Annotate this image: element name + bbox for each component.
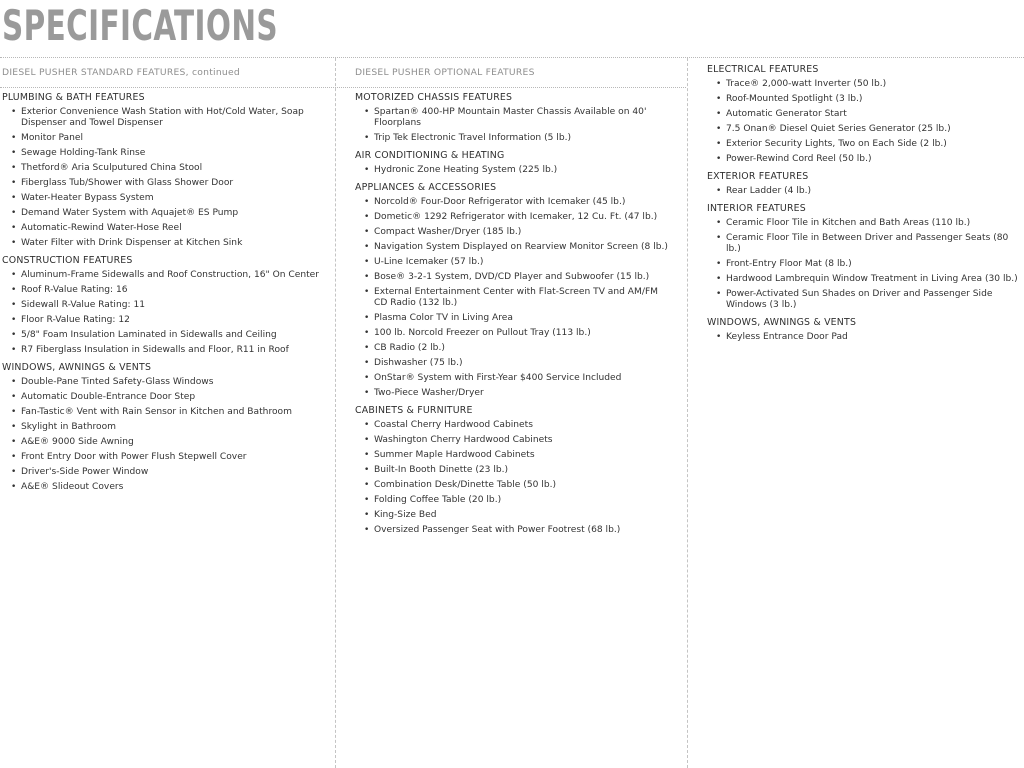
column-divider-1 [335, 58, 336, 768]
feature-list [355, 197, 673, 399]
section-title-motorized-chassis-features: MOTORIZED CHASSIS FEATURES [355, 92, 513, 103]
feature-item: • Norcold® Four-Door Refrigerator with Icemaker (45 lb.) [355, 197, 673, 208]
feature-item: • Sidewall R-Value Rating: 11 [2, 300, 324, 311]
feature-item: • Front Entry Door with Power Flush Stepwell Cover [2, 452, 324, 463]
feature-item: • Power-Rewind Cord Reel (50 lb.) [707, 154, 1019, 165]
feature-item: • Skylight in Bathroom [2, 422, 324, 433]
feature-item: • U-Line Icemaker (57 lb.) [355, 257, 673, 268]
feature-item: • Compact Washer/Dryer (185 lb.) [355, 227, 673, 238]
feature-item: • Navigation System Displayed on Rearview Monitor Screen (8 lb.) [355, 242, 673, 253]
feature-item: • Roof R-Value Rating: 16 [2, 285, 324, 296]
feature-list [707, 218, 1019, 311]
feature-item: • Power-Activated Sun Shades on Driver and Passenger Side Windows (3 lb.) [707, 289, 1019, 311]
section-title-appliances-and-accessories: APPLIANCES & ACCESSORIES [355, 182, 497, 193]
feature-item: • Fan-Tastic® Vent with Rain Sensor in Kitchen and Bathroom [2, 407, 324, 418]
feature-item: • Bose® 3-2-1 System, DVD/CD Player and Subwoofer (15 lb.) [355, 272, 673, 283]
section-title-cabinets-and-furniture: CABINETS & FURNITURE [355, 405, 473, 416]
feature-item: • 5/8" Foam Insulation Laminated in Sidewalls and Ceiling [2, 330, 324, 341]
feature-item: • Hydronic Zone Heating System (225 lb.) [355, 165, 673, 176]
feature-item: • Oversized Passenger Seat with Power Footrest (68 lb.) [355, 525, 673, 536]
feature-item: • Plasma Color TV in Living Area [355, 313, 673, 324]
feature-item: • Exterior Convenience Wash Station with Hot/Cold Water, Soap Dispenser and Towel Dispenser [2, 107, 324, 129]
feature-item: • External Entertainment Center with Flat-Screen TV and AM/FM CD Radio (132 lb.) [355, 287, 673, 309]
feature-item: • Dishwasher (75 lb.) [355, 358, 673, 369]
column-optional-features [355, 64, 673, 540]
feature-list [2, 107, 324, 249]
feature-item: • Monitor Panel [2, 133, 324, 144]
feature-item: • Aluminum-Frame Sidewalls and Roof Construction, 16" On Center [2, 270, 324, 281]
feature-item: • Two-Piece Washer/Dryer [355, 388, 673, 399]
feature-item: • Driver's-Side Power Window [2, 467, 324, 478]
top-divider [0, 57, 1024, 58]
feature-item: • Front-Entry Floor Mat (8 lb.) [707, 259, 1019, 270]
column-header: DIESEL PUSHER STANDARD FEATURES, continued [2, 67, 240, 78]
feature-item: • Floor R-Value Rating: 12 [2, 315, 324, 326]
feature-item: • Folding Coffee Table (20 lb.) [355, 495, 673, 506]
section-title-plumbing-and-bath-features: PLUMBING & BATH FEATURES [2, 92, 145, 103]
section-title-interior-features: INTERIOR FEATURES [707, 203, 806, 214]
column-divider-2 [687, 58, 688, 768]
feature-item: • Demand Water System with Aquajet® ES Pump [2, 208, 324, 219]
column-optional-features-continued [707, 64, 1019, 347]
feature-item: • Summer Maple Hardwood Cabinets [355, 450, 673, 461]
feature-item: • 100 lb. Norcold Freezer on Pullout Tray (113 lb.) [355, 328, 673, 339]
feature-item: • Automatic Generator Start [707, 109, 1019, 120]
feature-item: • R7 Fiberglass Insulation in Sidewalls and Floor, R11 in Roof [2, 345, 324, 356]
feature-item: • King-Size Bed [355, 510, 673, 521]
feature-item: • Water Filter with Drink Dispenser at Kitchen Sink [2, 238, 324, 249]
feature-list [707, 79, 1019, 165]
page-title: SPECIFICATIONS [2, 1, 279, 50]
feature-item: • Hardwood Lambrequin Window Treatment in Living Area (30 lb.) [707, 274, 1019, 285]
feature-item: • Thetford® Aria Sculputured China Stool [2, 163, 324, 174]
section-title-windows-awnings-and-vents: WINDOWS, AWNINGS & VENTS [707, 317, 857, 328]
feature-list [707, 186, 1019, 197]
feature-item: • Coastal Cherry Hardwood Cabinets [355, 420, 673, 431]
feature-item: • Ceramic Floor Tile in Kitchen and Bath Areas (110 lb.) [707, 218, 1019, 229]
feature-item: • Trip Tek Electronic Travel Information (5 lb.) [355, 133, 673, 144]
feature-list [355, 165, 673, 176]
section-title-exterior-features: EXTERIOR FEATURES [707, 171, 809, 182]
feature-list [355, 107, 673, 144]
feature-item: • Ceramic Floor Tile in Between Driver and Passenger Seats (80 lb.) [707, 233, 1019, 255]
section-title-construction-features: CONSTRUCTION FEATURES [2, 255, 133, 266]
feature-item: • Automatic-Rewind Water-Hose Reel [2, 223, 324, 234]
feature-item: • Double-Pane Tinted Safety-Glass Windows [2, 377, 324, 388]
feature-item: • Trace® 2,000-watt Inverter (50 lb.) [707, 79, 1019, 90]
feature-item: • Keyless Entrance Door Pad [707, 332, 1019, 343]
feature-item: • Washington Cherry Hardwood Cabinets [355, 435, 673, 446]
feature-item: • Spartan® 400-HP Mountain Master Chassis Available on 40' Floorplans [355, 107, 673, 129]
feature-item: • Roof-Mounted Spotlight (3 lb.) [707, 94, 1019, 105]
feature-item: • CB Radio (2 lb.) [355, 343, 673, 354]
feature-list [2, 377, 324, 493]
column-standard-features [2, 64, 324, 497]
feature-item: • Built-In Booth Dinette (23 lb.) [355, 465, 673, 476]
feature-item: • Automatic Double-Entrance Door Step [2, 392, 324, 403]
feature-item: • Combination Desk/Dinette Table (50 lb.) [355, 480, 673, 491]
feature-item: • Exterior Security Lights, Two on Each Side (2 lb.) [707, 139, 1019, 150]
section-title-electrical-features: ELECTRICAL FEATURES [707, 64, 819, 75]
feature-item: • Dometic® 1292 Refrigerator with Icemaker, 12 Cu. Ft. (47 lb.) [355, 212, 673, 223]
feature-item: • Fiberglass Tub/Shower with Glass Shower Door [2, 178, 324, 189]
feature-list [707, 332, 1019, 343]
feature-list [2, 270, 324, 356]
feature-item: • Sewage Holding-Tank Rinse [2, 148, 324, 159]
feature-item: • A&E® 9000 Side Awning [2, 437, 324, 448]
feature-item: • 7.5 Onan® Diesel Quiet Series Generator (25 lb.) [707, 124, 1019, 135]
feature-list [355, 420, 673, 536]
section-title-windows-awnings-and-vents: WINDOWS, AWNINGS & VENTS [2, 362, 152, 373]
feature-item: • Rear Ladder (4 lb.) [707, 186, 1019, 197]
feature-item: • OnStar® System with First-Year $400 Service Included [355, 373, 673, 384]
column-header: DIESEL PUSHER OPTIONAL FEATURES [355, 67, 535, 78]
feature-item: • A&E® Slideout Covers [2, 482, 324, 493]
section-title-air-conditioning-and-heating: AIR CONDITIONING & HEATING [355, 150, 505, 161]
feature-item: • Water-Heater Bypass System [2, 193, 324, 204]
